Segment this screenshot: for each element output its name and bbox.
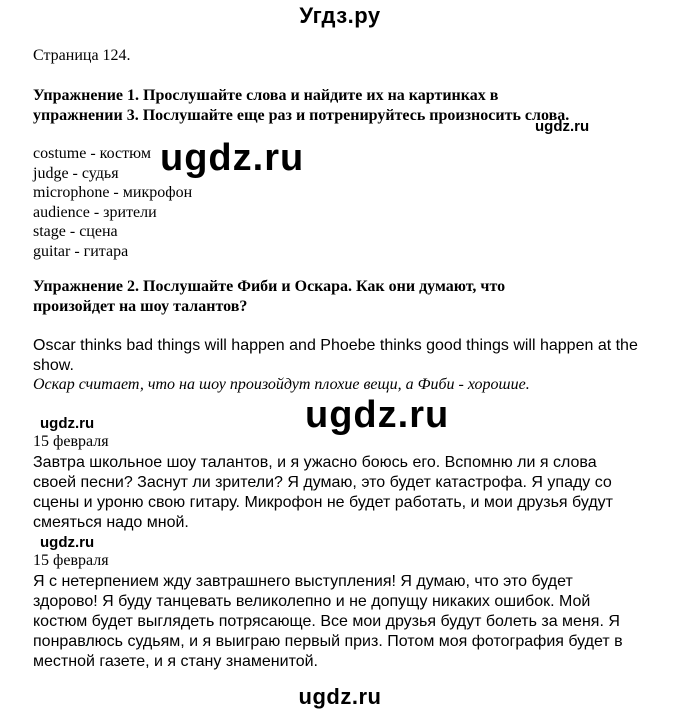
page-label: Страница 124. <box>33 47 131 64</box>
watermark-large: ugdz.ru <box>305 394 450 436</box>
diary1-line: своей песни? Заснут ли зрители? Я думаю, это будет катастрофа. Я упаду со <box>33 474 612 491</box>
watermark-small: ugdz.ru <box>535 118 590 135</box>
site-header: Угдз.ру <box>299 3 381 28</box>
diary2-line: Я с нетерпением жду завтрашнего выступления! Я думаю, что это будет <box>33 573 573 590</box>
answer-ru: Оскар считает, что на шоу произойдут плохие вещи, а Фиби - хорошие. <box>33 376 530 393</box>
vocab-item: costume - костюм <box>33 145 151 162</box>
vocab-item: judge - судья <box>33 164 119 182</box>
vocab-item: microphone - микрофон <box>33 184 193 201</box>
diary1-date: 15 февраля <box>33 433 109 450</box>
diary1-line: сцены и уроню свою гитару. Микрофон не будет работать, и мои друзья будут <box>33 494 613 511</box>
vocab-item: guitar - гитара <box>33 242 129 260</box>
watermark-large: ugdz.ru <box>160 137 305 179</box>
diary2-line: здорово! Я буду танцевать великолепно и не допущу никаких ошибок. Мой <box>33 593 591 610</box>
diary1-line: Завтра школьное шоу талантов, и я ужасно боюсь его. Вспомню ли я слова <box>33 454 597 471</box>
diary2-line: костюм будет выглядеть потрясающе. Все мои друзья будут болеть за меня. Я <box>33 613 620 630</box>
answer-en-line1: Oscar thinks bad things will happen and Phoebe thinks good things will happen at the <box>33 337 638 354</box>
exercise2-title-line2: произойдет на шоу талантов? <box>33 298 248 315</box>
answer-en-line2: show. <box>33 357 74 374</box>
site-footer: ugdz.ru <box>298 684 382 709</box>
diary1-line: смеяться надо мной. <box>33 514 189 531</box>
diary2-line: местной газете, и я стану знаменитой. <box>33 653 318 670</box>
exercise1-title-line2: упражнении 3. Послушайте еще раз и потренируйтесь произносить слова. <box>33 107 570 124</box>
diary2-date: 15 февраля <box>33 552 109 569</box>
diary2-line: понравлюсь судьям, и я выиграю первый приз. Потом моя фотография будет в <box>33 633 623 650</box>
vocab-item: stage - сцена <box>33 223 118 240</box>
exercise2-title-line1: Упражнение 2. Послушайте Фиби и Оскара. Как они думают, что <box>33 278 506 295</box>
watermark-small: ugdz.ru <box>40 415 95 432</box>
exercise1-title-line1: Упражнение 1. Прослушайте слова и найдите их на картинках в <box>33 87 499 104</box>
vocab-item: audience - зрители <box>33 203 157 221</box>
watermark-small: ugdz.ru <box>40 534 95 551</box>
